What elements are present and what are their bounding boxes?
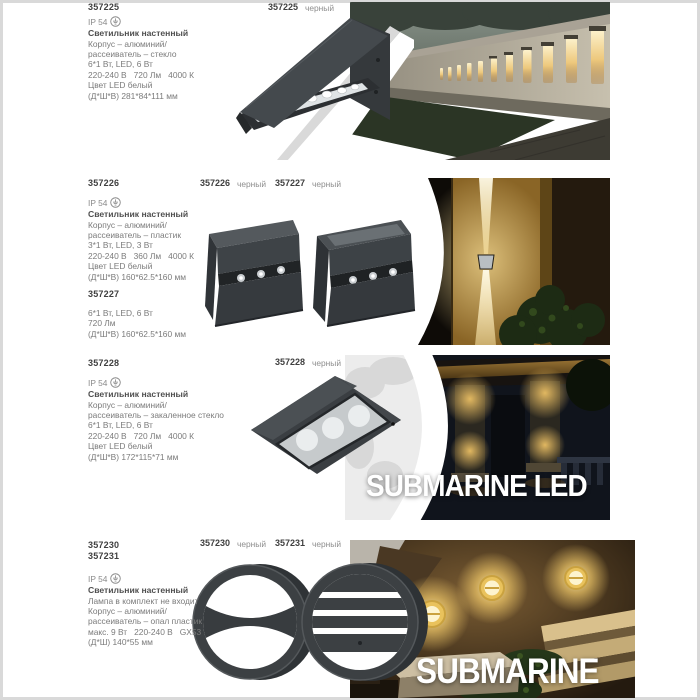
spec-line: (Д*Ш*В) 160*62.5*160 мм xyxy=(88,271,186,282)
product-code: 357231 xyxy=(88,551,120,561)
variant-color: черный xyxy=(312,179,342,189)
spec-line: (Д*Ш*В) 172*115*71 мм xyxy=(88,451,179,462)
variant-code: 357230 xyxy=(200,538,231,548)
spec-line: 220-240 В 360 Лм 4000 К xyxy=(88,250,195,261)
spec-line: (Д*Ш*В) 160*62.5*160 мм xyxy=(88,328,186,339)
spec-line: Корпус – алюминий/ xyxy=(88,399,167,410)
variant-color: черный xyxy=(237,539,267,549)
spec-line: 220-240 В 720 Лм 4000 К xyxy=(88,69,195,80)
spec-line: (Д*Ш) 140*55 мм xyxy=(88,637,153,648)
variant-code: 357226 xyxy=(200,178,231,188)
product-info-357230 xyxy=(88,540,258,648)
series-label-submarine-led: SUBMARINE LED xyxy=(366,468,587,503)
product-title: Светильник настенный xyxy=(88,28,189,38)
product-info-357226 xyxy=(88,178,258,339)
product-title: Светильник настенный xyxy=(88,389,189,399)
spec-line: Корпус – алюминий/ xyxy=(88,38,167,49)
ip-rating-row xyxy=(88,573,258,584)
variant-code: 357227 xyxy=(275,178,306,188)
product-code: 357226 xyxy=(88,178,120,188)
variant-code: 357231 xyxy=(275,538,306,548)
spec-line: Цвет LED белый xyxy=(88,80,153,91)
ip-rating-label: IP 54 xyxy=(88,197,108,208)
spec-line: Корпус – алюминий/ xyxy=(88,605,167,616)
product-code: 357225 xyxy=(88,2,120,12)
ip-rating-row xyxy=(88,377,258,388)
spec-line: рассеиватель – опал пластик xyxy=(88,616,203,627)
product-info-357228 xyxy=(88,358,258,462)
ip-rating-label: IP 54 xyxy=(88,377,108,388)
spec-line: 720 Лм xyxy=(88,318,116,329)
spec-line: (Д*Ш*В) 281*84*111 мм xyxy=(88,90,178,101)
spec-line: Цвет LED белый xyxy=(88,441,153,452)
spec-line: 3*1 Вт, LED, 3 Вт xyxy=(88,240,153,251)
ip-rating-label: IP 54 xyxy=(88,573,108,584)
product-code: 357230 xyxy=(88,540,120,550)
series-label-submarine: SUBMARINE xyxy=(416,652,599,691)
product-title: Светильник настенный xyxy=(88,585,189,595)
product-render-357227 xyxy=(303,196,428,344)
product-code: 357227 xyxy=(88,288,120,299)
variant-color: черный xyxy=(237,179,267,189)
earth-ground-icon xyxy=(110,573,121,584)
ip-rating-row xyxy=(88,197,258,208)
product-info-357225 xyxy=(88,2,258,101)
earth-ground-icon xyxy=(110,16,121,27)
product-render-357228 xyxy=(243,366,408,484)
spec-line: макс. 9 Вт 220-240 В GX53 xyxy=(88,626,202,637)
variant-color: черный xyxy=(312,358,342,368)
spec-line: 220-240 В 720 Лм 4000 К xyxy=(88,430,195,441)
spec-line: 6*1 Вт, LED, 6 Вт xyxy=(88,420,153,431)
earth-ground-icon xyxy=(110,377,121,388)
spec-line: Цвет LED белый xyxy=(88,261,153,272)
spec-line: Корпус – алюминий/ xyxy=(88,219,167,230)
spec-line: рассеиватель – стекло xyxy=(88,48,177,59)
variant-code: 357225 xyxy=(268,2,299,12)
variant-color: черный xyxy=(312,539,342,549)
spec-line: 6*1 Вт, LED, 6 Вт xyxy=(88,307,153,318)
ip-rating-label: IP 54 xyxy=(88,16,108,27)
spec-line: Лампа в комплект не входит xyxy=(88,595,199,606)
ip-rating-row xyxy=(88,16,258,27)
variant-color: черный xyxy=(305,3,335,13)
variant-code: 357228 xyxy=(275,357,306,367)
product-code: 357228 xyxy=(88,358,120,368)
product-render-357231 xyxy=(298,550,428,698)
spec-line: рассеиватель – закаленное стекло xyxy=(88,409,224,420)
product-title: Светильник настенный xyxy=(88,209,189,219)
spec-line: рассеиватель – пластик xyxy=(88,229,181,240)
earth-ground-icon xyxy=(110,197,121,208)
spec-line: 6*1 Вт, LED, 6 Вт xyxy=(88,59,153,70)
